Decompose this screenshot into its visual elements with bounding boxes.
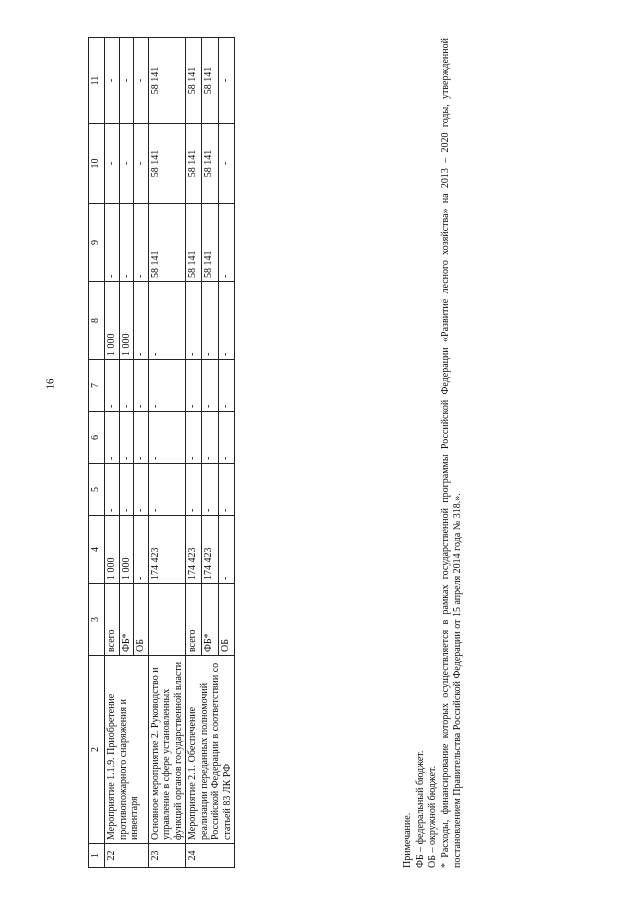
value-cell: - — [218, 204, 234, 282]
value-cell: - — [218, 464, 234, 516]
table-row — [148, 38, 186, 868]
value-cell: - — [148, 464, 186, 516]
value-cell: 174 423 — [186, 516, 202, 584]
value-cell: - — [148, 412, 186, 464]
funding-source: ФБ* — [202, 584, 218, 656]
value-cell: - — [134, 282, 149, 360]
activity-name: Основное мероприятие 2. Руководство и управление в сфере установленных функций органов государственной власти — [148, 656, 186, 844]
header-cell-3: 3 — [89, 584, 105, 656]
value-cell: - — [105, 360, 120, 412]
value-cell: - — [134, 464, 149, 516]
note-footnote: * Расходы, финансирование которых осуществляется в рамках государственной программы Российской Федерации «Развитие лесного хозяйства» на 2013 – 2020 годы, утвержденной постановлением Правительства Российской Федерации от 15 апреля 2014 года № 318.». — [439, 38, 463, 868]
value-cell: - — [134, 124, 149, 204]
value-cell: - — [119, 360, 134, 412]
value-cell: - — [218, 38, 234, 124]
note-fb: ФБ – федеральный бюджет. — [414, 750, 426, 868]
value-cell: - — [186, 412, 202, 464]
value-cell: - — [148, 282, 186, 360]
notes-block — [402, 38, 465, 868]
notes-title: Примечание. — [402, 812, 413, 868]
value-cell: 174 423 — [148, 516, 186, 584]
budget-table — [88, 37, 235, 868]
value-cell: - — [105, 412, 120, 464]
value-cell: - — [134, 204, 149, 282]
value-cell: - — [148, 360, 186, 412]
value-cell: - — [218, 124, 234, 204]
value-cell: - — [105, 204, 120, 282]
value-cell: - — [105, 38, 120, 124]
value-cell: 58 141 — [186, 124, 202, 204]
value-cell: - — [119, 124, 134, 204]
header-cell-1: 1 — [89, 844, 105, 868]
header-cell-7: 7 — [89, 360, 105, 412]
funding-source: ОБ — [134, 584, 149, 656]
value-cell: - — [134, 412, 149, 464]
value-cell: 58 141 — [186, 38, 202, 124]
row-number: 22 — [105, 844, 149, 868]
value-cell: - — [134, 516, 149, 584]
header-cell-11: 11 — [89, 38, 105, 124]
funding-source — [148, 584, 186, 656]
value-cell: 1 000 — [105, 282, 120, 360]
value-cell: - — [218, 282, 234, 360]
value-cell: - — [202, 412, 218, 464]
value-cell: - — [119, 204, 134, 282]
value-cell: 58 141 — [148, 38, 186, 124]
value-cell: - — [134, 38, 149, 124]
activity-name: Мероприятие 1.1.9. Приобретение противопожарного снаряжения и инвентаря — [105, 656, 149, 844]
value-cell: - — [218, 360, 234, 412]
value-cell: - — [202, 464, 218, 516]
value-cell: - — [105, 124, 120, 204]
funding-source: ОБ — [218, 584, 234, 656]
value-cell: - — [186, 464, 202, 516]
value-cell: 58 141 — [148, 204, 186, 282]
funding-source: ФБ* — [119, 584, 134, 656]
header-cell-2: 2 — [89, 656, 105, 844]
page-number: 16 — [44, 378, 57, 390]
value-cell: 58 141 — [202, 124, 218, 204]
value-cell: - — [186, 282, 202, 360]
value-cell: 1 000 — [119, 516, 134, 584]
value-cell: - — [105, 464, 120, 516]
funding-source: всего — [186, 584, 202, 656]
value-cell: 58 141 — [202, 38, 218, 124]
table-body — [89, 38, 235, 868]
value-cell: - — [134, 360, 149, 412]
row-number: 24 — [186, 844, 235, 868]
value-cell: - — [202, 360, 218, 412]
value-cell: - — [186, 360, 202, 412]
row-number: 23 — [148, 844, 186, 868]
value-cell: 58 141 — [202, 204, 218, 282]
note-ob: ОБ – окружной бюджет. — [427, 765, 438, 868]
value-cell: - — [202, 282, 218, 360]
value-cell: 58 141 — [148, 124, 186, 204]
header-cell-6: 6 — [89, 412, 105, 464]
header-cell-5: 5 — [89, 464, 105, 516]
funding-source: всего — [105, 584, 120, 656]
value-cell: 174 423 — [202, 516, 218, 584]
header-row — [89, 38, 105, 868]
value-cell: - — [119, 38, 134, 124]
value-cell: - — [119, 412, 134, 464]
header-cell-8: 8 — [89, 282, 105, 360]
table-row — [105, 38, 120, 868]
activity-name: Мероприятие 2.1. Обеспечение реализации переданных полномочий Российской Федерации в соответствии со статьей 83 ЛК РФ — [186, 656, 235, 844]
header-cell-10: 10 — [89, 124, 105, 204]
table-row — [186, 38, 202, 868]
value-cell: - — [119, 464, 134, 516]
header-cell-4: 4 — [89, 516, 105, 584]
value-cell: 1 000 — [105, 516, 120, 584]
value-cell: 1 000 — [119, 282, 134, 360]
value-cell: - — [218, 516, 234, 584]
header-cell-9: 9 — [89, 204, 105, 282]
value-cell: 58 141 — [186, 204, 202, 282]
rotated-content — [88, 38, 613, 868]
value-cell: - — [218, 412, 234, 464]
